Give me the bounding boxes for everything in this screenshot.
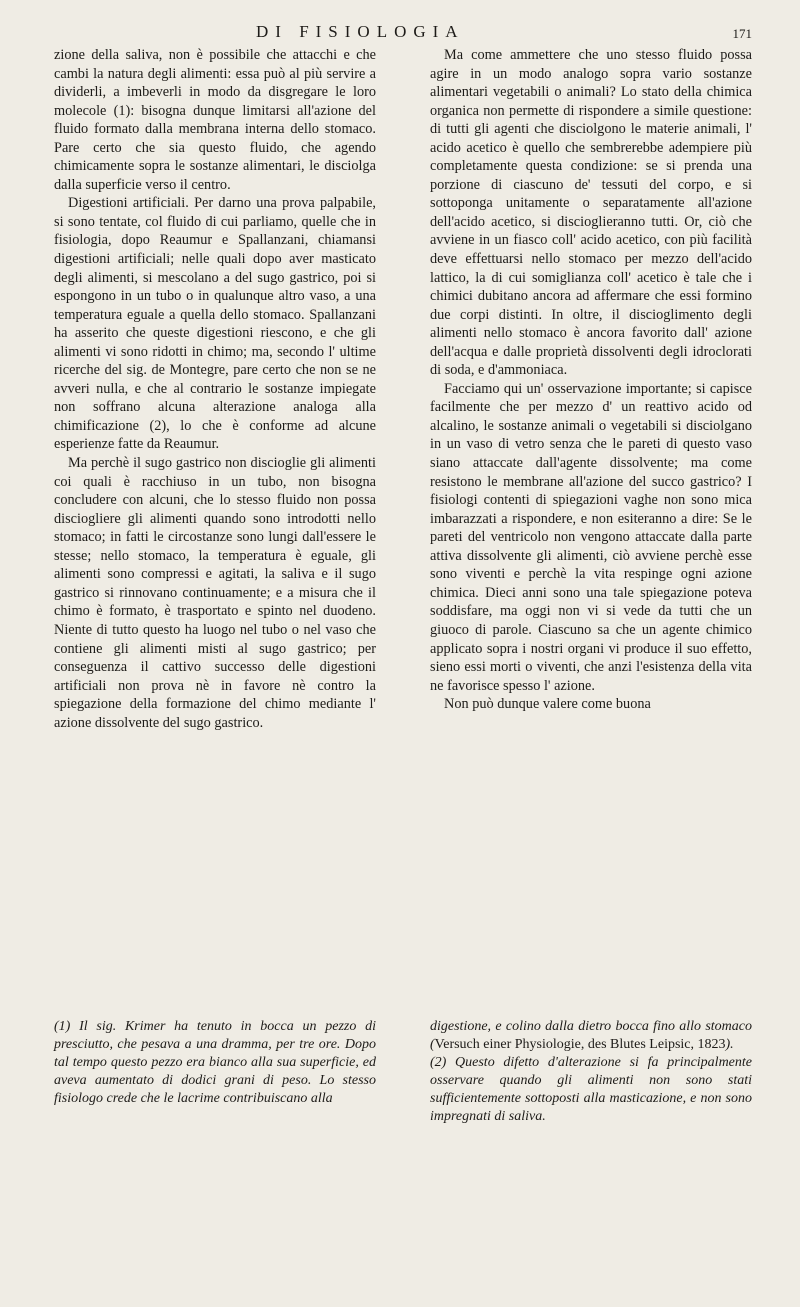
footnote-text: ). — [725, 1037, 734, 1053]
footnote-1-continued — [430, 1018, 752, 1054]
footnote-2: (2) Questo difetto d'alterazione si fa principalmente osservare quando gli alimenti non sono stati sufficientemente sottoposti alla masticazione, e non sono impregnati di saliva. — [430, 1055, 752, 1125]
paragraph: Non può dunque valere come buona — [444, 696, 651, 713]
footnote-text: digestione, e colino dalla dietro bocca fino allo stomaco ( — [430, 1019, 752, 1053]
paragraph: Ma perchè il sugo gastrico non discioglie gli alimenti coi quali è racchiuso in un tubo, non bisogna concludere con alcuni, che lo stesso fluido non possa disciogliere gli alimenti quando sono introdotti nello stomaco; in fatti le circostanze sono lungi dall'essere le stesse; nello stomaco, la temperatura è eguale, gli alimenti sono compressi e agitati, la saliva e il sugo gastrico si rinnovano continuamente; e a misura che il chimo è formato, è trasportato e spinto nel duodeno. Niente di tutto questo ha luogo nel tubo o nel vaso che contiene gli alimenti misti al sugo gastrico; per conseguenza il cattivo successo delle digestioni artificiali non prova nè in favore nè contro la spiegazione della formazione del chimo mediante l' azione dissolvente del sugo gastrico. — [54, 455, 376, 731]
paragraph: zione della saliva, non è possibile che attacchi e che cambi la natura degli alimenti: essa può al più servire a dividerli, a imbeverli in modo da disgregare le loro molecole (1): bisogna dunque limitarsi all'azione del fluido formato dalla membrana interna dello stomaco. Pare certo che sia questo fluido, che agendo chimicamente sopra le sostanze alimentari, le disciolga dalla superficie verso il centro. — [54, 47, 376, 193]
paragraph: Digestioni artificiali. Per darno una prova palpabile, si sono tentate, col fluido di cui parliamo, quelle che in fisiologia, dopo Reaumur e Spallanzani, chiamansi digestioni artificiali; nelle quali dopo aver masticato degli alimenti, si mescolano a del sugo gastrico, poi si espongono in un tubo o in qualunque altro vaso, a una temperatura eguale a quella dello stomaco. Spallanzani ha asserito che queste digestioni riescono, e che gli alimenti vi sono ridotti in chimo; ma, secondo l' ultime ricerche del sig. de Montegre, pare certo che non se ne avveri nulla, e che al contrario le sostanze impiegate non soffrano alcuna alterazione analoga alla chimificazione (2), lo che è conforme ad alcune esperienze fatte da Reaumur. — [54, 195, 376, 453]
paragraph: Facciamo qui un' osservazione importante; si capisce facilmente che per mezzo d' un reattivo acido od alcalino, le sostanze animali o vegetabili si disciolgano in un vaso di vetro senza che le pareti di questo vaso siano attaccate dall'agente dissolvente; ma come resistono le membrane all'azione del succo gastrico? I fisiologi contenti di spiegazioni vaghe non sono mica imbarazzati a rispondere, e non esiteranno a dire: Se le pareti del ventricolo non vengono attaccate dalla parte attiva dissolvente gli alimenti, ciò avviene perchè esse sono viventi e perchè la vita respinge ogni azione chimica. Dieci anni sono una tale spiegazione poteva soddisfare, ma oggi non vi si vede da tutti che un giuoco di parole. Ciascuno sa che un agente chimico applicato sopra i nostri organi vi produce il suo effetto, sieno essi morti o viventi, che anzi l'esistenza della vita ne favorisce spesso l' azione. — [430, 380, 752, 694]
right-column — [430, 46, 752, 714]
paragraph: Ma come ammettere che uno stesso fluido possa agire in un modo analogo sopra vario sostanze alimentari vegetabili o animali? Lo stato della chimica organica non permette di rispondere a simile questione: di tutti gli agenti che disciolgono le materie animali, l' acido acetico è quello che sembrerebbe adempiere più completamente questa condizione: se si prenda una porzione di ciascuno de' tessuti del corpo, e si sottoponga unitamente o separatamente all'azione dell'acido acetico, si discioglieranno tutti. Or, ciò che avviene in un fiasco coll' acido acetico, con più facilità deve effettuarsi nello stomaco per mezzo dell'acido lattico, la di cui somiglianza coll' acetico è tale che i chimici dubitano ancora ad affermare che essi formino due corpi distinti. In oltre, il discioglimento degli alimenti nello stomaco è ancora favorito dall' azione dell'acqua e dalle proprietà dissolventi degli idroclorati di soda, e d'ammoniaca. — [430, 47, 752, 379]
running-title: DI FISIOLOGIA — [256, 22, 465, 41]
page-number: 171 — [732, 26, 752, 41]
left-column — [54, 46, 376, 732]
footnote-right — [430, 1018, 752, 1127]
footnote-citation: Versuch einer Physiologie, des Blutes Leipsic, 1823 — [434, 1037, 726, 1053]
footnote-1: (1) Il sig. Krimer ha tenuto in bocca un pezzo di presciutto, che pesava a una dramma, per tre ore. Dopo tal tempo questo pezzo era bianco alla sua superficie, ed aveva aumentato di dodici grani di peso. Lo stesso fisiologo crede che le lacrime contribuiscano alla — [54, 1019, 376, 1107]
footnote-left — [54, 1018, 376, 1108]
